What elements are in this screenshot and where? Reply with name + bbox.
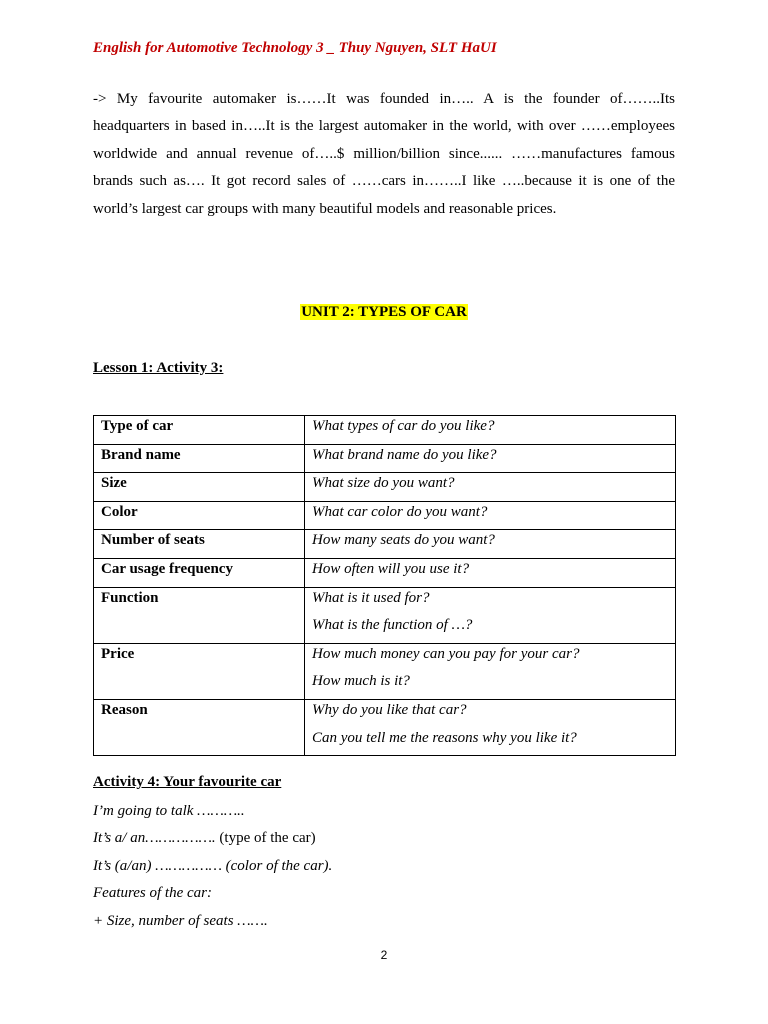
row-question: What car color do you want? [312,503,488,520]
table-cell-question [305,473,676,502]
intro-paragraph [93,86,675,223]
table-cell-label [94,587,305,643]
activity4-line-italic: It’s a/ an……………. [93,830,216,847]
activity4-line: + Size, number of seats ……. [93,912,268,929]
activity4-line: Features of the car: [93,885,212,902]
table-row [94,699,676,755]
activity3-table-body [94,416,676,756]
table-cell-question [305,530,676,559]
table-cell-label [94,473,305,502]
unit-title [0,304,768,321]
table-cell-label [94,643,305,699]
row-question: What is the function of …? [312,617,473,634]
table-cell-label [94,530,305,559]
row-label: Brand name [101,446,181,463]
row-question: What brand name do you like? [312,446,497,463]
activity4-line: I’m going to talk ……….. [93,803,245,819]
row-question: Can you tell me the reasons why you like it? [312,729,577,746]
activity4-title: Activity 4: Your favourite car [93,774,282,790]
table-row [94,643,676,699]
table-cell-question [305,501,676,530]
row-question: What types of car do you like? [312,418,495,434]
table-cell-question [305,416,676,445]
activity4-lines [93,798,332,935]
row-label: Number of seats [101,532,205,549]
table-row [94,587,676,643]
table-cell-label [94,501,305,530]
page-header: English for Automotive Technology 3 _ Thuy Nguyen, SLT HaUI [93,40,497,56]
row-question: What is it used for? [312,589,430,606]
activity4-line: It’s (a/an) …………… (color of the car). [93,857,333,874]
table-cell-question [305,699,676,755]
row-label: Size [101,475,127,492]
table-cell-label [94,416,305,445]
page-number: 2 [380,948,388,962]
row-question: What size do you want? [312,475,455,492]
unit-title-highlight: UNIT 2: TYPES OF CAR [301,304,467,320]
activity4-line-normal: (type of the car) [215,830,316,847]
row-label: Color [101,503,138,520]
table-row [94,530,676,559]
activity3-table [93,415,676,756]
table-row [94,558,676,587]
row-label: Function [101,589,159,606]
row-label: Reason [101,701,148,718]
table-cell-label [94,444,305,473]
table-cell-label [94,558,305,587]
table-row [94,444,676,473]
table-row [94,473,676,502]
table-row [94,501,676,530]
row-question: How often will you use it? [312,560,470,577]
table-cell-question [305,643,676,699]
row-question: How much money can you pay for your car? [312,645,580,662]
row-question: How many seats do you want? [312,532,495,549]
row-question: Why do you like that car? [312,701,467,718]
table-cell-label [94,699,305,755]
lesson-title: Lesson 1: Activity 3: [93,360,224,376]
row-label: Price [101,645,135,662]
row-label: Car usage frequency [101,560,233,577]
intro-text: -> My favourite automaker is……It was founded in….. A is the founder of……..Its headquarters in based in…..It is the largest automaker in the world, with over ……employees worldwide and annual revenue of…..$ million/billion since...... ……manufactures famous brands such as…. It got record sales of ……cars in……..I like …..because it is one of the world’s largest car groups with many beautiful models and reasonable prices. [93,91,675,217]
table-cell-question [305,444,676,473]
table-cell-question [305,558,676,587]
table-row [94,416,676,445]
table-cell-question [305,587,676,643]
row-label: Type of car [101,418,174,434]
row-question: How much is it? [312,673,410,690]
activity4-line [93,825,332,852]
